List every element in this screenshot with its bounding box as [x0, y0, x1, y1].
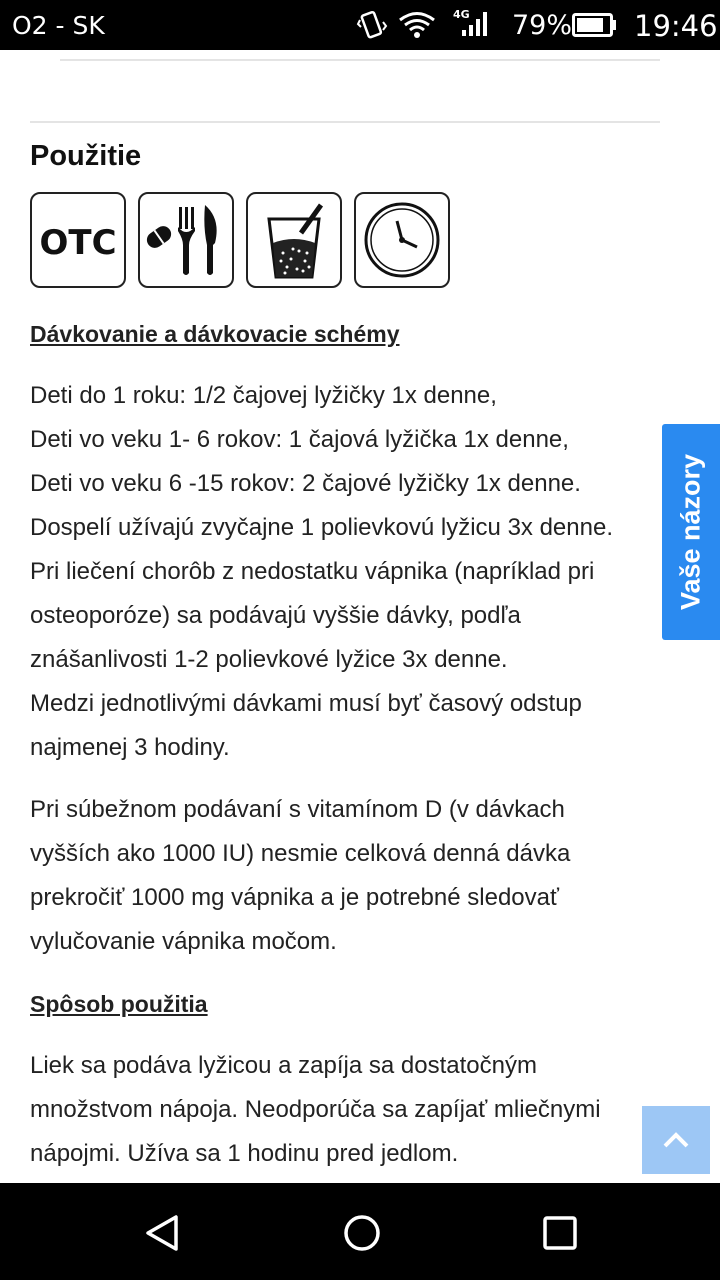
method-paragraph [30, 1044, 670, 1176]
text-line: vyšších ako 1000 IU) nesmie celková denná dávka [30, 840, 571, 867]
clock-icon [354, 192, 450, 288]
feedback-tab-label: Vaše názory [675, 453, 706, 611]
text-line: Deti do 1 roku: 1/2 čajovej lyžičky 1x denne, [30, 382, 497, 409]
otc-icon [30, 192, 126, 288]
text-line: Pri súbežnom podávaní s vitamínom D (v dávkach [30, 796, 565, 823]
method-heading: Spôsob použitia [30, 991, 208, 1017]
text-line: Medzi jednotlivými dávkami musí byť časový odstup [30, 690, 582, 717]
usage-pictograms [30, 192, 450, 288]
divider [30, 121, 660, 123]
vitamin-d-paragraph [30, 788, 670, 964]
battery-icon [572, 13, 618, 37]
back-to-top-button[interactable] [642, 1106, 710, 1174]
dosage-paragraph [30, 374, 670, 770]
pill-with-food-icon [138, 192, 234, 288]
text-line: Dospelí užívajú zvyčajne 1 polievkovú lyžicu 3x denne. [30, 514, 613, 541]
vibrate-icon [356, 10, 388, 40]
text-line: Deti vo veku 6 -15 rokov: 2 čajové lyžičky 1x denne. [30, 470, 581, 497]
text-line: nápojmi. Užíva sa 1 hodinu pred jedlom. [30, 1140, 459, 1167]
navigation-bar [0, 1183, 720, 1280]
dosage-heading: Dávkovanie a dávkovacie schémy [30, 321, 400, 347]
clock: 19:46 [634, 9, 718, 43]
text-line: znášanlivosti 1-2 polievkové lyžice 3x denne. [30, 646, 508, 673]
battery-percent: 79% [512, 10, 573, 41]
section-title: Použitie [30, 140, 142, 172]
text-line: najmenej 3 hodiny. [30, 734, 230, 761]
text-line: vylučovanie vápnika močom. [30, 928, 337, 955]
recents-icon[interactable] [540, 1213, 580, 1253]
text-line: Pri liečení chorôb z nedostatku vápnika (napríklad pri [30, 558, 595, 585]
text-line: Liek sa podáva lyžicou a zapíja sa dostatočným [30, 1052, 537, 1079]
home-icon[interactable] [340, 1211, 384, 1255]
wifi-icon [398, 11, 436, 39]
chevron-up-icon [661, 1130, 691, 1150]
feedback-tab-button[interactable] [662, 424, 720, 640]
status-bar [0, 0, 720, 50]
svg-text:OTC: OTC [39, 223, 117, 263]
text-line: prekročiť 1000 mg vápnika a je potrebné sledovať [30, 884, 559, 911]
carrier-name: O2 - SK [12, 11, 105, 40]
text-line: osteoporóze) sa podávajú vyššie dávky, podľa [30, 602, 521, 629]
svg-text:4G: 4G [453, 8, 470, 21]
page-content [0, 50, 720, 1183]
divider [60, 59, 660, 61]
text-line: Deti vo veku 1- 6 rokov: 1 čajová lyžička 1x denne, [30, 426, 569, 453]
signal-icon [452, 6, 494, 40]
glass-of-water-icon [246, 192, 342, 288]
back-icon[interactable] [140, 1211, 184, 1255]
text-line: množstvom nápoja. Neodporúča sa zapíjať mliečnymi [30, 1096, 601, 1123]
